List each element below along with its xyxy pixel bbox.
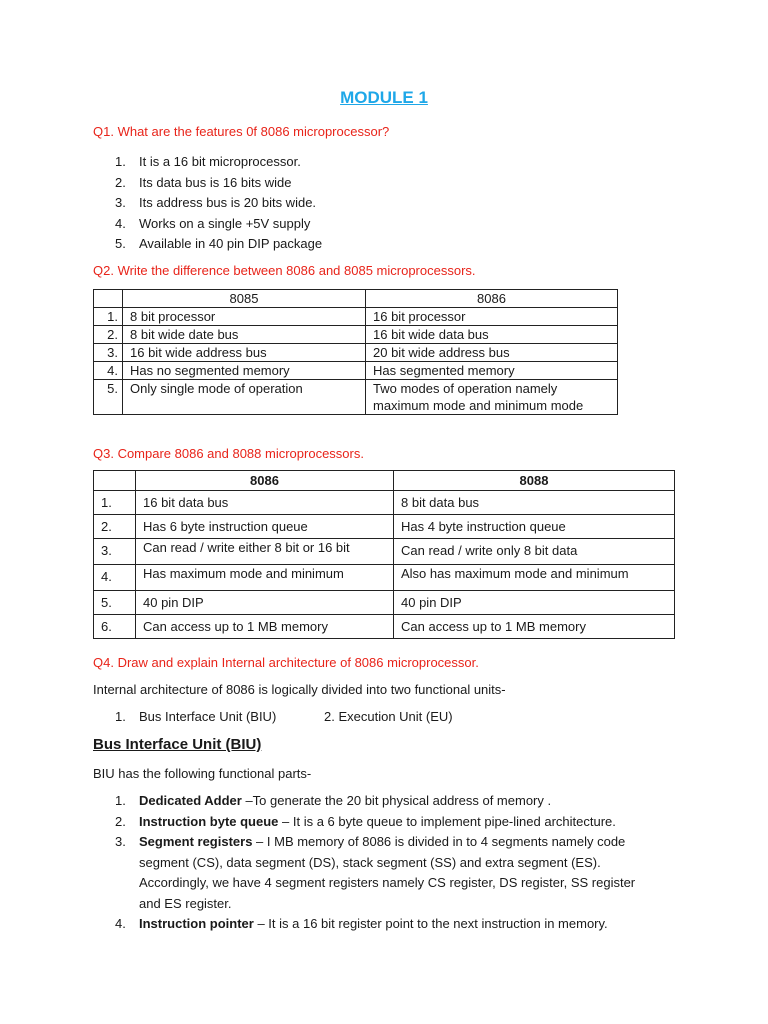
table-cell: 20 bit wide address bus xyxy=(366,344,618,362)
table-cell: Can access up to 1 MB memory xyxy=(394,615,675,639)
row-number: 5. xyxy=(94,591,136,615)
list-item: 4. Instruction pointer – It is a 16 bit register point to the next instruction in memory. xyxy=(115,916,608,931)
table-cell: Has 6 byte instruction queue xyxy=(136,515,394,539)
cell-text: Has maximum mode and minimum xyxy=(143,566,344,581)
unit-1-label: Bus Interface Unit (BIU) xyxy=(139,709,277,724)
comparison-table-8086-8088 xyxy=(93,470,675,639)
table-cell: Has segmented memory xyxy=(366,362,618,380)
table-cell: Can read / write only 8 bit data xyxy=(394,539,675,565)
table-cell: 16 bit data bus xyxy=(136,491,394,515)
list-item: 1. It is a 16 bit microprocessor. xyxy=(115,154,301,169)
table-cell xyxy=(136,539,394,565)
table-header-row xyxy=(94,471,675,491)
table-cell: Can access up to 1 MB memory xyxy=(136,615,394,639)
table-row xyxy=(94,515,675,539)
unit-1-number: 1. xyxy=(115,709,126,724)
row-number: 2. xyxy=(94,326,123,344)
cell-text: Can read / write either 8 bit or 16 bit xyxy=(143,540,350,555)
row-number: 6. xyxy=(94,615,136,639)
table-row xyxy=(94,380,618,415)
question-4: Q4. Draw and explain Internal architecture of 8086 microprocessor. xyxy=(93,655,479,670)
table-row xyxy=(94,308,618,326)
table-row xyxy=(94,615,675,639)
table-header: 8086 xyxy=(366,290,618,308)
list-item-continuation: segment (CS), data segment (DS), stack segment (SS) and extra segment (ES). xyxy=(139,854,601,870)
row-number: 4. xyxy=(94,565,136,591)
question-1: Q1. What are the features 0f 8086 microprocessor? xyxy=(93,124,390,139)
table-row xyxy=(94,491,675,515)
table-cell: 40 pin DIP xyxy=(394,591,675,615)
list-item: 1. Dedicated Adder –To generate the 20 bit physical address of memory . xyxy=(115,793,552,808)
table-header-blank xyxy=(94,471,136,491)
cell-line: Two modes of operation namely xyxy=(373,381,558,396)
table-cell xyxy=(366,380,618,415)
list-item: 3. Segment registers – I MB memory of 8086 is divided in to 4 segments namely code segment (CS), data segment (DS), stack segment (SS) and extra segment (ES). Accordingly, we have 4 segment registers namely CS register, DS register, SS register and ES register. xyxy=(139,832,739,914)
unit-2-label: 2. Execution Unit (EU) xyxy=(324,709,453,724)
table-header: 8086 xyxy=(136,471,394,491)
table-row xyxy=(94,539,675,565)
table-cell: Has 4 byte instruction queue xyxy=(394,515,675,539)
architecture-intro: Internal architecture of 8086 is logically divided into two functional units- xyxy=(93,682,506,697)
table-row xyxy=(94,344,618,362)
comparison-table-8085-8086 xyxy=(93,289,618,415)
table-cell: 16 bit wide data bus xyxy=(366,326,618,344)
table-row xyxy=(94,326,618,344)
table-header: 8088 xyxy=(394,471,675,491)
question-2: Q2. Write the difference between 8086 and 8085 microprocessors. xyxy=(93,263,476,278)
table-row xyxy=(94,591,675,615)
table-row xyxy=(94,362,618,380)
row-number: 2. xyxy=(94,515,136,539)
table-cell xyxy=(136,565,394,591)
table-header-row xyxy=(94,290,618,308)
question-3: Q3. Compare 8086 and 8088 microprocessors. xyxy=(93,446,364,461)
section-heading-biu: Bus Interface Unit (BIU) xyxy=(93,736,262,753)
table-cell: 16 bit wide address bus xyxy=(123,344,366,362)
list-item: 2. Instruction byte queue – It is a 6 byte queue to implement pipe-lined architecture. xyxy=(115,813,616,829)
table-header-blank xyxy=(94,290,123,308)
list-item: 3. Its address bus is 20 bits wide. xyxy=(115,195,317,210)
row-number: 5. xyxy=(94,380,123,415)
list-item: 2. Its data bus is 16 bits wide xyxy=(115,174,292,190)
table-cell: 40 pin DIP xyxy=(136,591,394,615)
cell-text: Also has maximum mode and minimum xyxy=(401,566,629,581)
table-cell: 16 bit processor xyxy=(366,308,618,326)
table-cell: 8 bit data bus xyxy=(394,491,675,515)
table-cell: 8 bit wide date bus xyxy=(123,326,366,344)
q1-feature-list xyxy=(115,152,323,255)
page-title: MODULE 1 xyxy=(340,88,428,107)
list-item: 5. Available in 40 pin DIP package xyxy=(115,236,323,251)
table-cell: Has no segmented memory xyxy=(123,362,366,380)
row-number: 3. xyxy=(94,539,136,565)
row-number: 3. xyxy=(94,344,123,362)
table-cell: Only single mode of operation xyxy=(123,380,366,415)
row-number: 1. xyxy=(94,308,123,326)
table-row xyxy=(94,565,675,591)
table-header: 8085 xyxy=(123,290,366,308)
table-cell: 8 bit processor xyxy=(123,308,366,326)
row-number: 1. xyxy=(94,491,136,515)
biu-intro: BIU has the following functional parts- xyxy=(93,766,312,781)
biu-parts-list xyxy=(115,791,739,935)
cell-line: maximum mode and minimum mode xyxy=(373,398,584,413)
list-item-continuation: and ES register. xyxy=(139,895,232,911)
list-item: 4. Works on a single +5V supply xyxy=(115,215,311,231)
list-item-continuation: Accordingly, we have 4 segment registers namely CS register, DS register, SS register xyxy=(139,875,636,890)
row-number: 4. xyxy=(94,362,123,380)
table-cell xyxy=(394,565,675,591)
